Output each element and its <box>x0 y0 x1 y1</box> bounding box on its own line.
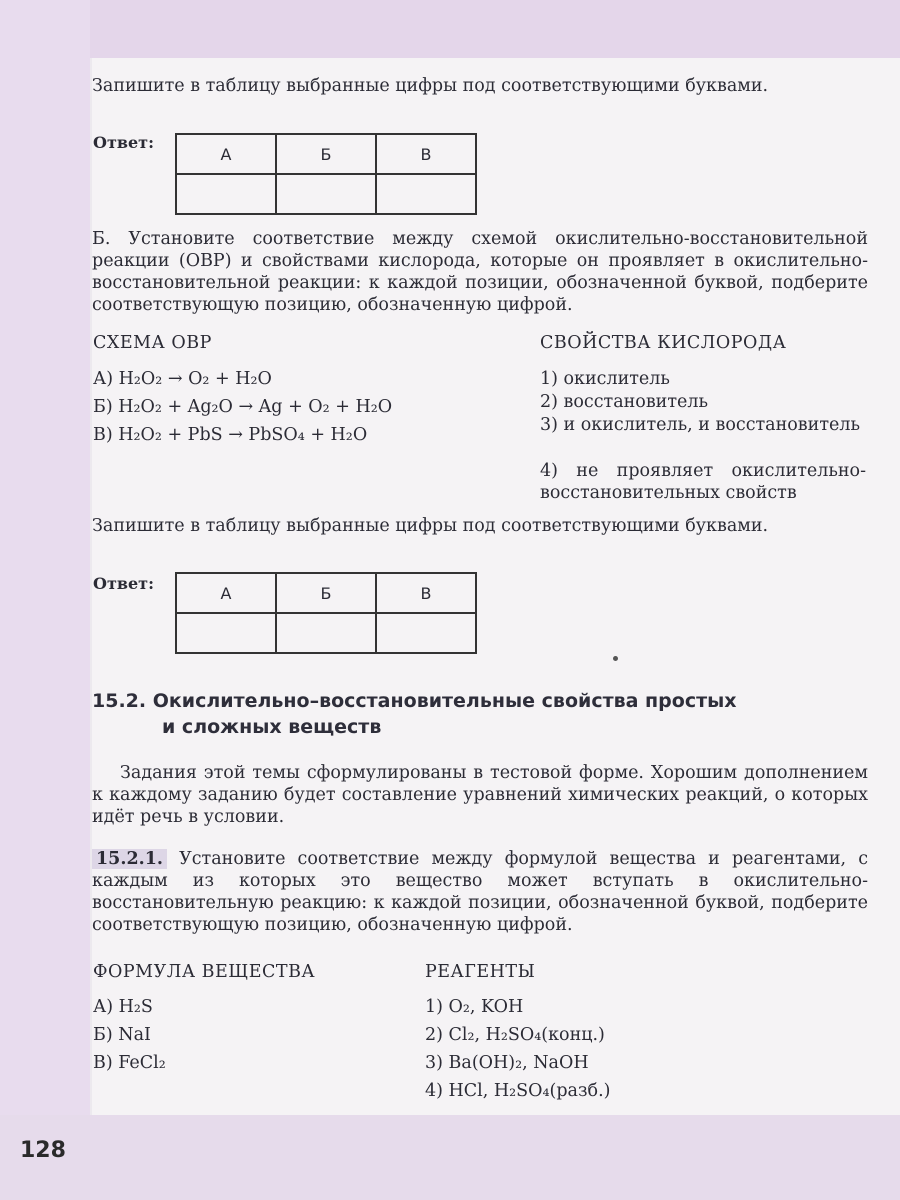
table2-cell-a[interactable] <box>176 613 276 653</box>
page-top-margin <box>0 0 900 58</box>
table2-cell-b[interactable] <box>276 613 376 653</box>
section-title-line-2: и сложных веществ <box>162 716 382 738</box>
scheme-column-heading: СХЕМА ОВР <box>93 333 212 353</box>
table1-cell-a[interactable] <box>176 174 276 214</box>
property-3: 3) и окислитель, и восстановитель <box>540 415 861 435</box>
table2-cell-v[interactable] <box>376 613 476 653</box>
scheme-v: В) H₂O₂ + PbS → PbSO₄ + H₂O <box>93 425 368 445</box>
table2-header-a: А <box>176 573 276 613</box>
table2-header-v: В <box>376 573 476 613</box>
table1-cell-v[interactable] <box>376 174 476 214</box>
answer-label-2: Ответ: <box>93 574 154 593</box>
section-title-line-1: 15.2. Окислительно–восстановительные свойства простых <box>92 690 737 712</box>
answer-table-2 <box>175 572 477 654</box>
table1-header-b: Б <box>276 134 376 174</box>
task-number: 15.2.1. <box>92 849 167 869</box>
task-b-text: Б. Установите соответствие между схемой окислительно-восстановительной реакции (ОВР) и свойствами кислорода, которые он проявляет в окислительно-восстановительной реакции: к каждой позиции, обозначенной буквой, подберите соответствующую позицию, обозначенную цифрой. <box>92 229 868 315</box>
table1-header-a: А <box>176 134 276 174</box>
instruction-text-1: Запишите в таблицу выбранные цифры под соответствующими буквами. <box>92 76 769 96</box>
page-number: 128 <box>20 1138 66 1163</box>
reagent-4: 4) HCl, H₂SO₄(разб.) <box>425 1081 611 1101</box>
reagent-1: 1) O₂, KOH <box>425 997 524 1017</box>
reagents-column-heading: РЕАГЕНТЫ <box>425 962 536 982</box>
scheme-b: Б) H₂O₂ + Ag₂O → Ag + O₂ + H₂O <box>93 397 393 417</box>
page-left-margin <box>0 0 90 1200</box>
reagent-3: 3) Ba(OH)₂, NaOH <box>425 1053 589 1073</box>
table1-header-v: В <box>376 134 476 174</box>
table1-cell-b[interactable] <box>276 174 376 214</box>
substance-v: В) FeCl₂ <box>93 1053 166 1073</box>
property-4: 4) не проявляет окислительно-восстановительных свойств <box>540 461 866 503</box>
substance-column-heading: ФОРМУЛА ВЕЩЕСТВА <box>93 962 316 982</box>
page-bottom-margin <box>0 1115 900 1200</box>
reagent-2: 2) Cl₂, H₂SO₄(конц.) <box>425 1025 605 1045</box>
task-15-2-1 <box>92 848 868 936</box>
property-1: 1) окислитель <box>540 369 670 389</box>
substance-a: А) H₂S <box>93 997 153 1017</box>
instruction-text-2: Запишите в таблицу выбранные цифры под соответствующими буквами. <box>92 516 769 536</box>
table2-header-b: Б <box>276 573 376 613</box>
answer-label-1: Ответ: <box>93 133 154 152</box>
scheme-a: А) H₂O₂ → O₂ + H₂O <box>93 369 272 389</box>
section-title <box>92 688 862 740</box>
property-2: 2) восстановитель <box>540 392 709 412</box>
task-text: Установите соответствие между формулой вещества и реагентами, с каждым из которых это вещество может вступать в окислительно-восстановительную реакцию: к каждой позиции, обозначенной буквой, подберите соответствующую позицию, обозначенную цифрой. <box>92 849 868 935</box>
properties-column-heading: СВОЙСТВА КИСЛОРОДА <box>540 333 787 353</box>
substance-b: Б) NaI <box>93 1025 151 1045</box>
section-intro: Задания этой темы сформулированы в тестовой форме. Хорошим дополнением к каждому заданию будет составление уравнений химических реакций, о которых идёт речь в условии. <box>92 763 868 827</box>
stray-dot <box>613 656 618 661</box>
answer-table-1 <box>175 133 477 215</box>
